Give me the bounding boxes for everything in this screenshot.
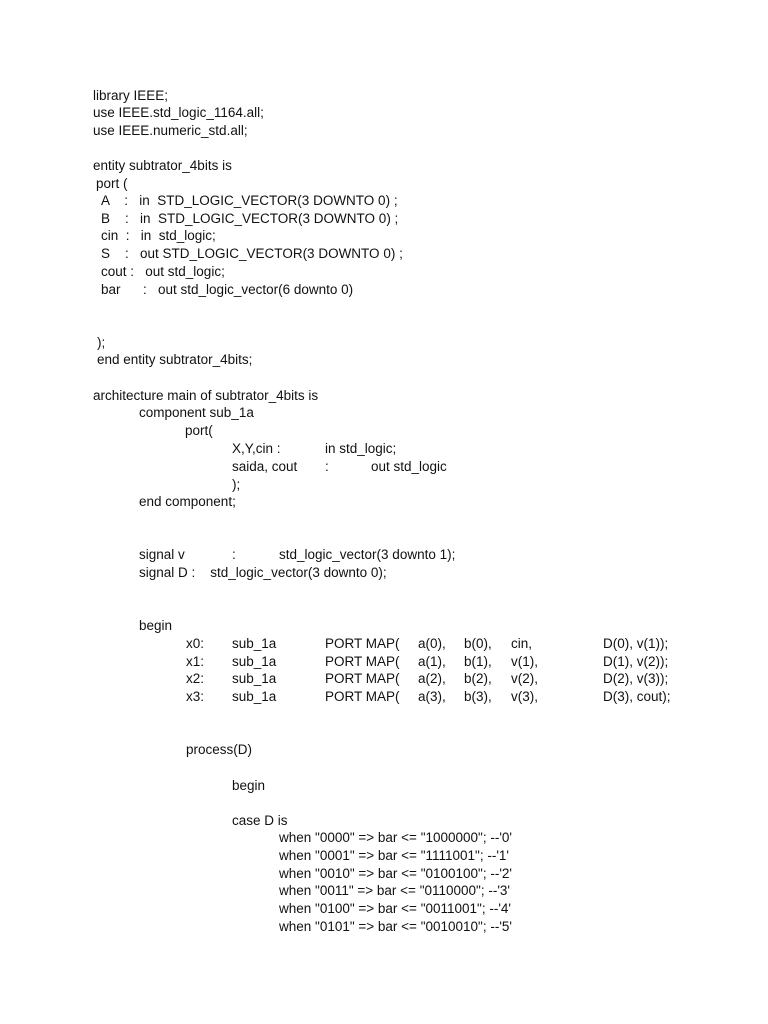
port-map-row (0, 688, 768, 705)
code-token: b(2), (464, 671, 492, 686)
code-token: a(3), (418, 689, 446, 704)
code-line: library IEEE; (93, 88, 169, 103)
code-line: cout : out std_logic; (101, 264, 225, 279)
code-token: b(3), (464, 689, 492, 704)
code-token: sub_1a (232, 654, 277, 669)
code-line: begin (232, 778, 266, 793)
code-line: process(D) (186, 742, 253, 757)
code-token: x2: (186, 671, 205, 686)
code-line: port( (185, 423, 213, 438)
code-token: std_logic_vector(3 downto 1); (279, 547, 456, 562)
code-line: port ( (96, 176, 128, 191)
case-when-line: when "0101" => bar <= "0010010"; --'5' (279, 919, 512, 934)
code-token: b(0), (464, 636, 492, 651)
code-token: v(1), (511, 654, 538, 669)
code-token: D(0), v(1)); (603, 636, 669, 651)
code-line: B : in STD_LOGIC_VECTOR(3 DOWNTO 0) ; (101, 211, 399, 226)
code-line: ); (232, 477, 241, 492)
code-line (0, 546, 768, 563)
code-token: PORT MAP( (325, 636, 400, 651)
case-when-line: when "0010" => bar <= "0100100"; --'2' (279, 866, 512, 881)
code-token: out std_logic (371, 459, 447, 474)
code-token: sub_1a (232, 671, 277, 686)
port-map-row (0, 670, 768, 687)
code-line: end component; (139, 494, 236, 509)
code-token: sub_1a (232, 636, 277, 651)
code-line: signal D : std_logic_vector(3 downto 0); (139, 565, 387, 580)
code-line: cin : in std_logic; (101, 228, 216, 243)
code-token: x3: (186, 689, 205, 704)
code-line (0, 458, 768, 475)
code-line: bar : out std_logic_vector(6 downto 0) (101, 282, 354, 297)
code-token: D(1), v(2)); (603, 654, 669, 669)
code-line: end entity subtrator_4bits; (97, 352, 253, 367)
code-token: PORT MAP( (325, 654, 400, 669)
code-token: a(1), (418, 654, 446, 669)
code-line: ); (97, 335, 106, 350)
case-when-line: when "0011" => bar <= "0110000"; --'3' (279, 883, 510, 898)
code-token: x1: (186, 654, 205, 669)
code-line: begin (139, 618, 173, 633)
code-token: D(2), v(3)); (603, 671, 669, 686)
code-line: architecture main of subtrator_4bits is (93, 388, 319, 403)
code-token: D(3), cout); (603, 689, 671, 704)
code-line (0, 440, 768, 457)
code-line: entity subtrator_4bits is (93, 158, 232, 173)
code-token: a(2), (418, 671, 446, 686)
case-when-line: when "0001" => bar <= "1111001"; --'1' (279, 848, 509, 863)
code-token: PORT MAP( (325, 689, 400, 704)
code-token: cin, (511, 636, 533, 651)
code-line: case D is (232, 813, 288, 828)
case-when-line: when "0000" => bar <= "1000000"; --'0' (279, 830, 512, 845)
code-line: use IEEE.std_logic_1164.all; (93, 105, 264, 120)
code-token: b(1), (464, 654, 492, 669)
code-token: sub_1a (232, 689, 277, 704)
code-token: PORT MAP( (325, 671, 400, 686)
code-line: S : out STD_LOGIC_VECTOR(3 DOWNTO 0) ; (101, 246, 403, 261)
code-token: : (325, 459, 329, 474)
code-token: saida, cout (232, 459, 298, 474)
code-token: X,Y,cin : (232, 441, 281, 456)
code-token: in std_logic; (325, 441, 397, 456)
code-line: use IEEE.numeric_std.all; (93, 123, 248, 138)
code-line: A : in STD_LOGIC_VECTOR(3 DOWNTO 0) ; (101, 193, 398, 208)
code-token: signal v (139, 547, 185, 562)
code-token: v(2), (511, 671, 538, 686)
port-map-row (0, 653, 768, 670)
code-token: x0: (186, 636, 205, 651)
port-map-row (0, 635, 768, 652)
code-line: component sub_1a (139, 405, 254, 420)
code-token: v(3), (511, 689, 538, 704)
case-when-line: when "0100" => bar <= "0011001"; --'4' (279, 901, 511, 916)
code-token: a(0), (418, 636, 446, 651)
code-token: : (232, 547, 236, 562)
